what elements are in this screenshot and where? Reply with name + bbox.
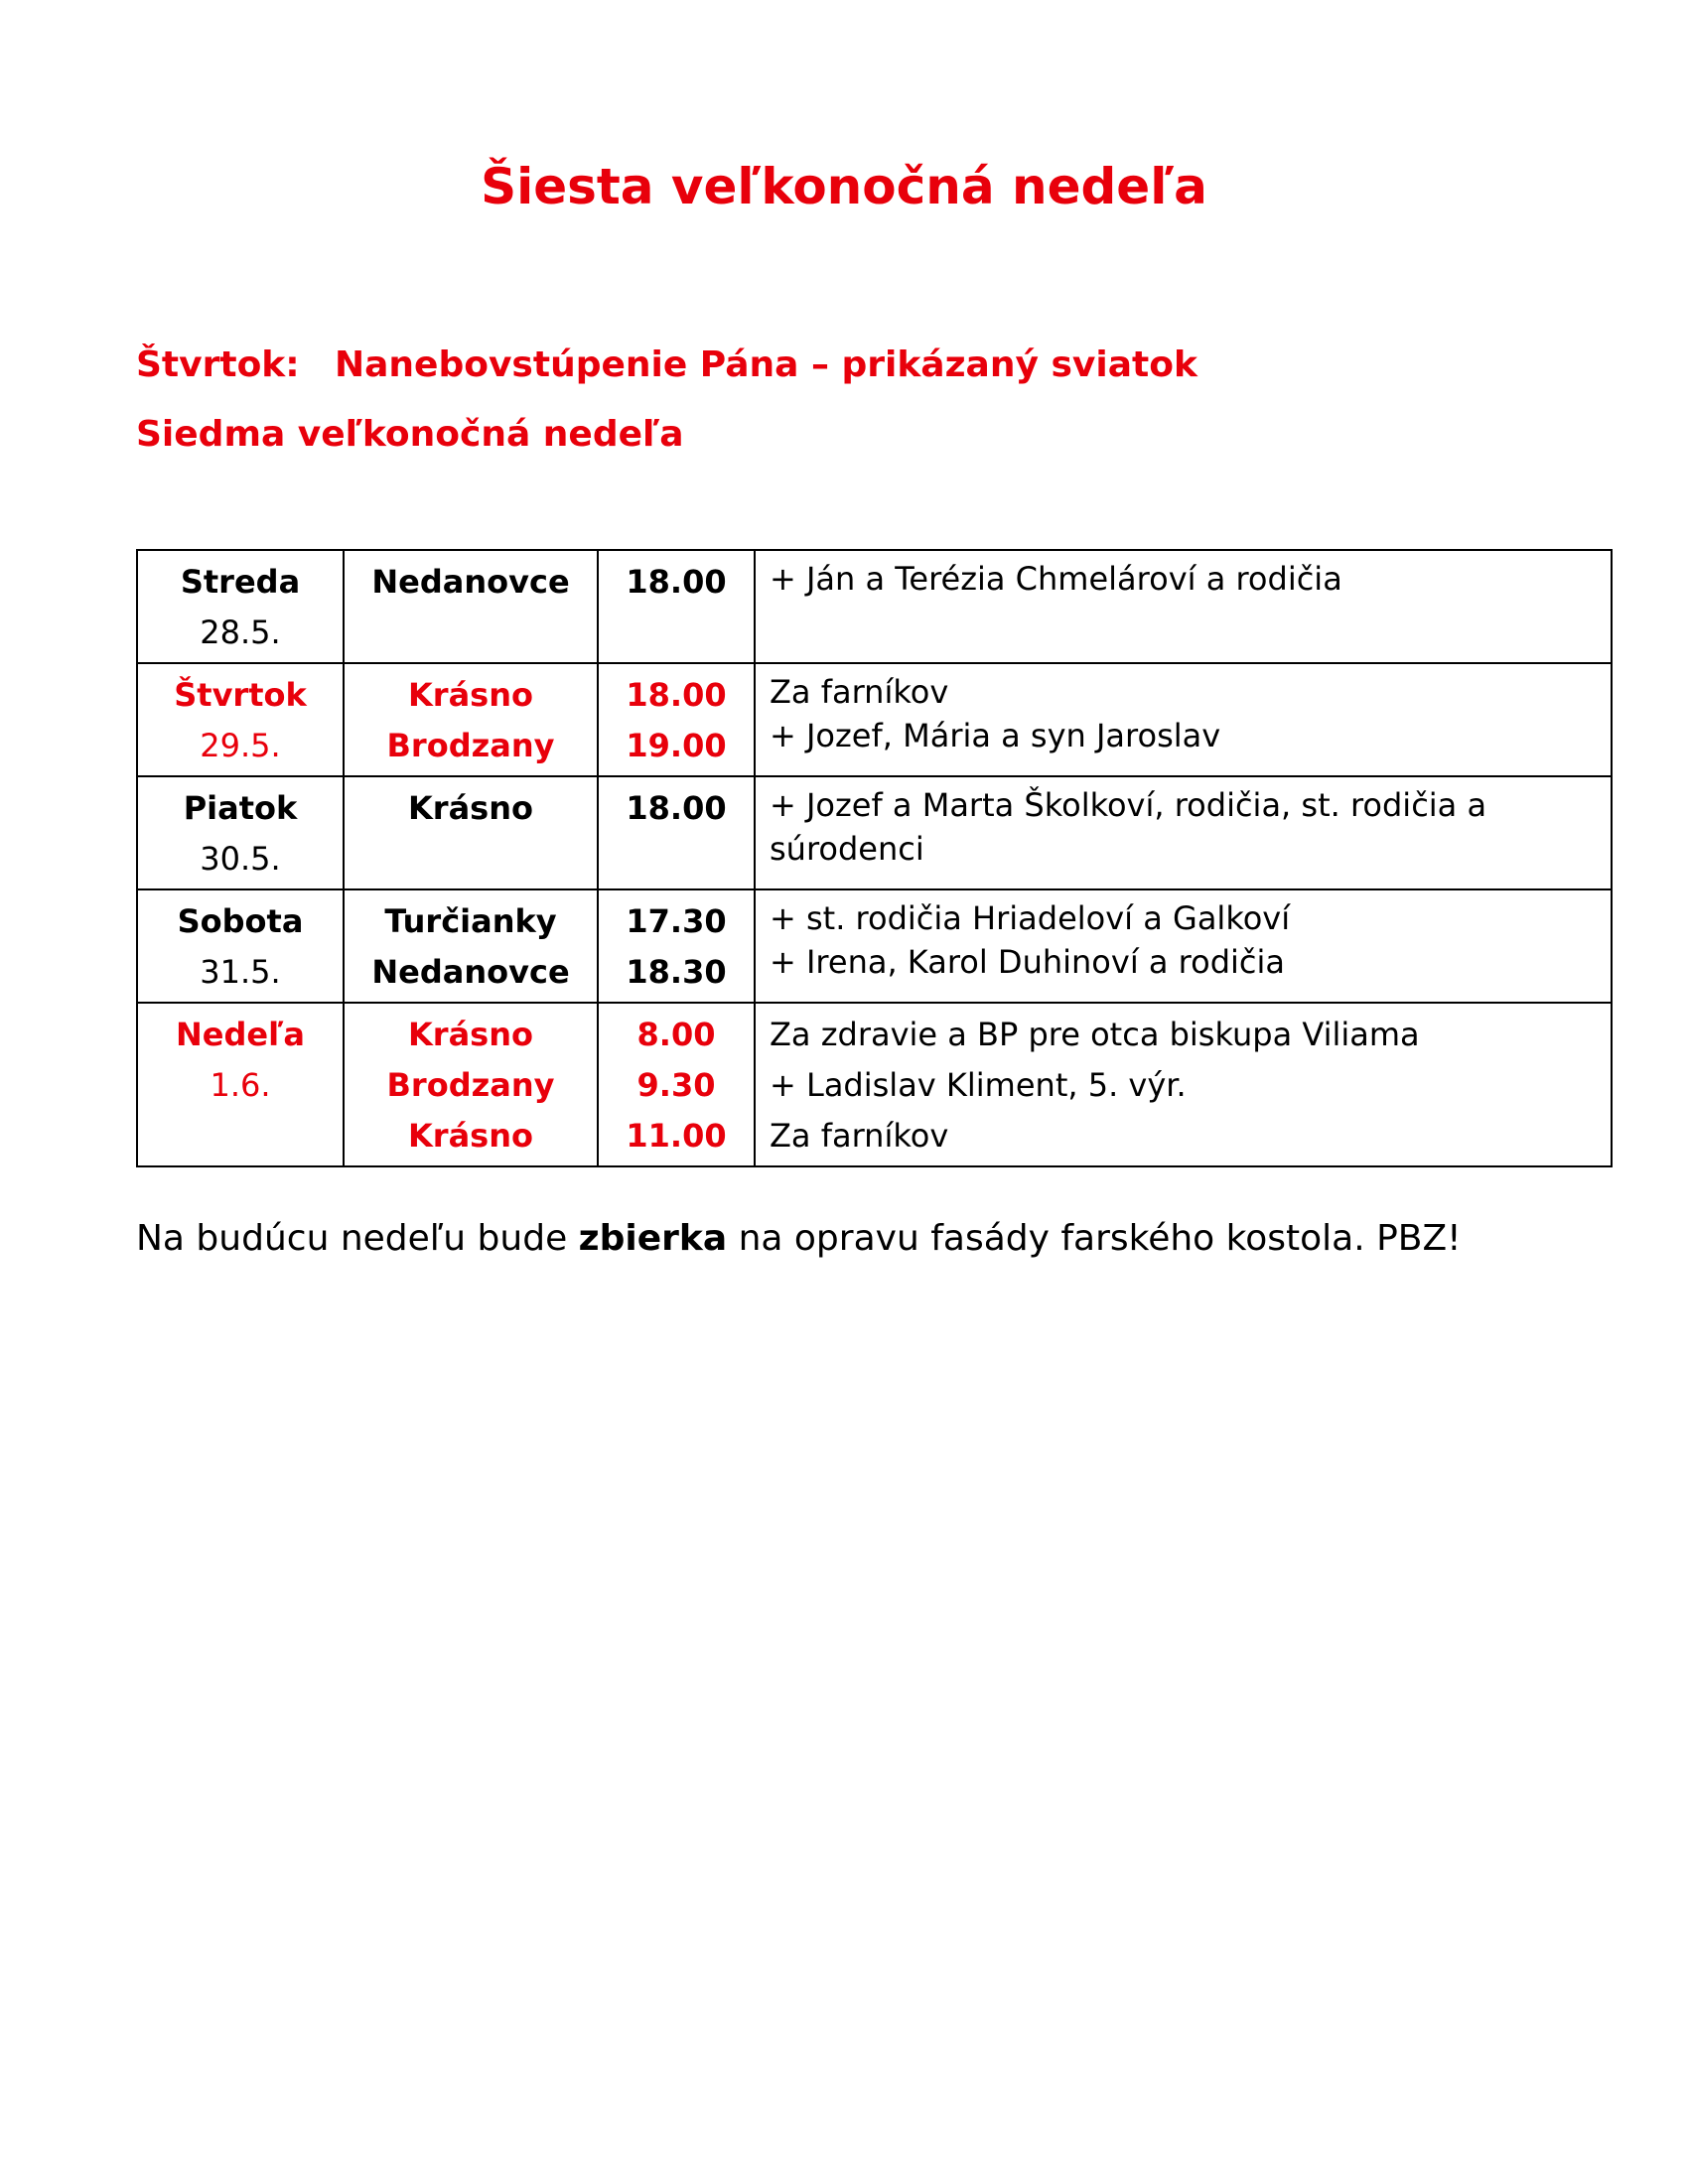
intention-text: + Irena, Karol Duhinoví a rodičia [770, 943, 1285, 981]
day-date: 29.5. [200, 727, 281, 764]
place-cell [344, 663, 598, 776]
place-name: Nedanovce [371, 563, 570, 601]
intention-text: + Ján a Terézia Chmelároví a rodičia [770, 560, 1342, 598]
mass-schedule-table [136, 549, 1613, 1167]
intention-cell [755, 1003, 1612, 1166]
intention-text: + st. rodičia Hriadeloví a Galkoví [770, 899, 1291, 937]
place-name: Brodzany [386, 1066, 555, 1104]
mass-time: 9.30 [636, 1066, 716, 1104]
place-cell [344, 776, 598, 889]
place-name: Krásno [408, 676, 533, 714]
mass-time: 18.00 [626, 676, 727, 714]
day-cell [137, 776, 344, 889]
day-cell [137, 1003, 344, 1166]
place-name: Krásno [408, 789, 533, 827]
announcement-bold: zbierka [578, 1218, 728, 1259]
day-name: Sobota [177, 902, 304, 940]
page-title: Šiesta veľkonočná nedeľa [481, 158, 1207, 215]
day-date: 30.5. [200, 840, 281, 878]
day-name: Nedeľa [175, 1016, 306, 1053]
place-name: Krásno [408, 1117, 533, 1155]
table-row [137, 889, 1612, 1003]
intention-cell [755, 550, 1612, 663]
mass-time: 17.30 [626, 902, 727, 940]
mass-time: 18.00 [626, 789, 727, 827]
day-name: Štvrtok [174, 676, 307, 714]
intention-text: Za farníkov [770, 673, 949, 711]
place-cell [344, 1003, 598, 1166]
place-name: Turčianky [384, 902, 557, 940]
time-cell [598, 663, 755, 776]
place-name: Krásno [408, 1016, 533, 1053]
table-row [137, 550, 1612, 663]
day-cell [137, 663, 344, 776]
intention-text: Za farníkov [770, 1117, 949, 1155]
time-cell [598, 776, 755, 889]
day-date: 28.5. [200, 614, 281, 651]
mass-time: 11.00 [626, 1117, 727, 1155]
announcement-text-end: na opravu fasády farského kostola. PBZ! [727, 1218, 1462, 1259]
announcement-text-start: Na budúcu nedeľu bude [136, 1218, 579, 1259]
notice-thursday [136, 343, 1197, 387]
day-cell [137, 550, 344, 663]
place-cell [344, 889, 598, 1003]
collection-announcement [136, 1217, 1462, 1261]
table-row [137, 1003, 1612, 1166]
time-cell [598, 889, 755, 1003]
notice-thursday-text: Nanebovstúpenie Pána – prikázaný sviatok [335, 344, 1197, 385]
day-name: Streda [180, 563, 301, 601]
intention-text: + Ladislav Kliment, 5. výr. [770, 1066, 1187, 1104]
table-row [137, 776, 1612, 889]
place-cell [344, 550, 598, 663]
day-name: Piatok [183, 789, 298, 827]
mass-time: 19.00 [626, 727, 727, 764]
intention-text: + Jozef a Marta Školkoví, rodičia, st. rodičia a súrodenci [770, 786, 1487, 868]
intention-cell [755, 663, 1612, 776]
intention-cell [755, 889, 1612, 1003]
intention-text: + Jozef, Mária a syn Jaroslav [770, 717, 1221, 754]
time-cell [598, 1003, 755, 1166]
notice-next-sunday: Siedma veľkonočná nedeľa [136, 414, 684, 455]
intention-cell [755, 776, 1612, 889]
table-row [137, 663, 1612, 776]
day-date: 31.5. [200, 953, 281, 991]
notice-thursday-label: Štvrtok: [136, 344, 300, 385]
mass-time: 18.30 [626, 953, 727, 991]
place-name: Nedanovce [371, 953, 570, 991]
time-cell [598, 550, 755, 663]
day-cell [137, 889, 344, 1003]
day-date: 1.6. [210, 1066, 271, 1104]
place-name: Brodzany [386, 727, 555, 764]
intention-text: Za zdravie a BP pre otca biskupa Viliama [770, 1016, 1420, 1053]
mass-time: 8.00 [636, 1016, 716, 1053]
mass-time: 18.00 [626, 563, 727, 601]
